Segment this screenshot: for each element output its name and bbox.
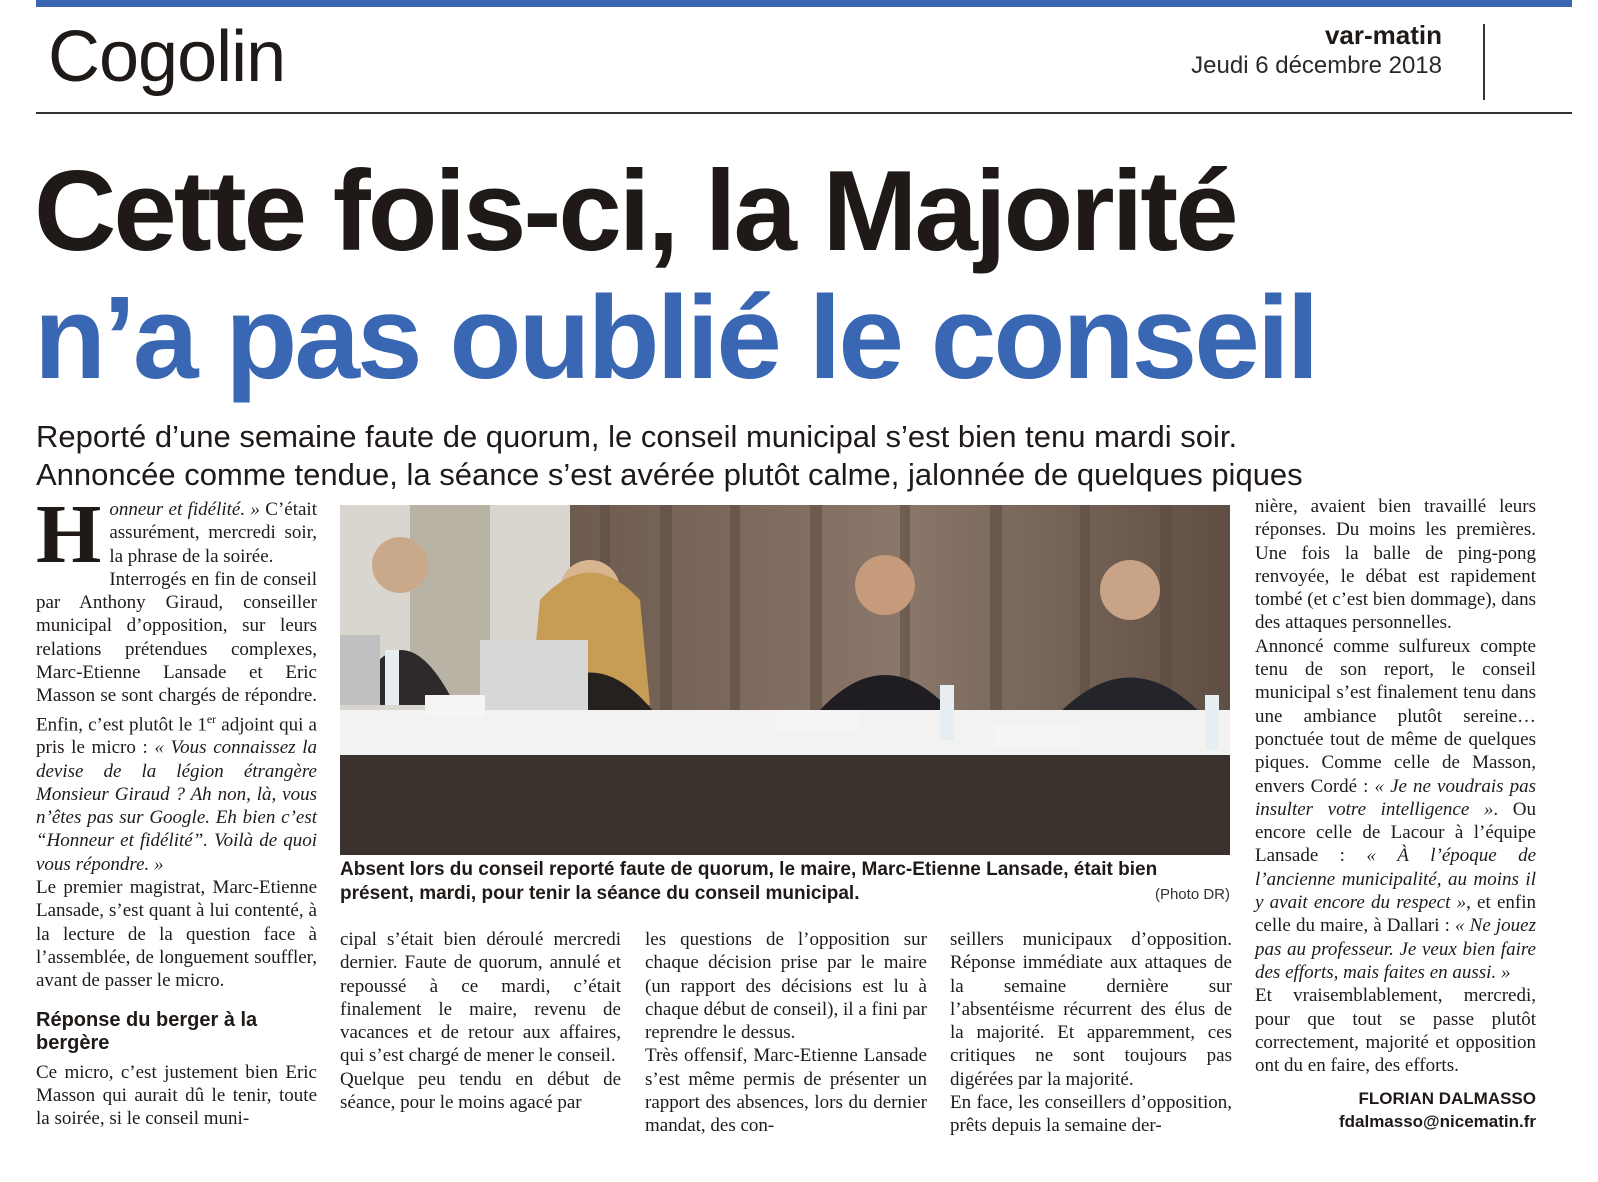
photo-credit: (Photo DR)	[1154, 886, 1230, 903]
paragraph-text: adjoint qui a pris le micro :	[36, 714, 317, 759]
paragraph: Et vraisemblablement, mercredi, pour que tout se passe plutôt correctement, majorité et opposition ont du en faire, des efforts.	[1255, 985, 1536, 1077]
superscript: er	[206, 711, 217, 726]
issue-date: Jeudi 6 décembre 2018	[1191, 52, 1442, 79]
quote-text: « Vous connaissez la devise de la légion étrangère Monsieur Giraud ? Ah non, là, vous n’êtes pas sur Google. Eh bien c’est “Honneur et fidélité”. Voilà de quoi vous répondre. »	[36, 737, 318, 875]
newspaper-name: var-matin	[1324, 20, 1442, 50]
paragraph: cipal s’était bien déroulé mercredi dernier. Faute de quorum, annulé et repoussé à ce mardi, c’était finalement le maire, revenu de vacances et de retour aux affaires, qui s’est chargé de mener le conseil.	[340, 929, 621, 1067]
drop-cap: H	[36, 488, 102, 581]
section-title: Cogolin	[48, 17, 286, 97]
photo-illustration	[340, 505, 1230, 855]
paragraph	[1255, 635, 1536, 984]
byline-author: FLORIAN DALMASSO	[1358, 1089, 1536, 1108]
paragraph: seillers municipaux d’opposition. Réponse immédiate aux attaques de la semaine dernière sur l’absentéisme récurrent des élus de la majorité. Et apparemment, ces critiques ne sont toujours pas digérées par la majorité.	[950, 929, 1232, 1090]
article-column-3	[645, 928, 927, 1138]
article-column-1	[36, 488, 318, 1130]
paragraph-text: Annoncé comme sulfureux compte tenu de son report, le conseil municipal s’est finalement tenu dans une ambiance plutôt sereine… ponctuée tout de même de quelques piques. Comme celle de Masson, envers Cordé :	[1255, 635, 1536, 797]
article-column-2	[340, 928, 621, 1114]
paragraph-text: Interrogés en fin de conseil par Anthony Giraud, conseiller municipal d’opposition, sur leurs relations prétendues complexes, Marc-Etienne Lansade et Eric Masson se sont chargés de répondre. Enfin, c’est plutôt le 1	[36, 568, 317, 735]
masthead	[1191, 20, 1442, 82]
headline-line-1: Cette fois-ci, la Majorité	[34, 148, 1236, 275]
quote-text: « Je ne voudrais pas insulter votre intelligence »	[1255, 775, 1536, 820]
paragraph: Ce micro, c’est justement bien Eric Masson qui aurait dû le tenir, toute la soirée, si le conseil muni-	[36, 1061, 317, 1130]
quote-text: « À l’époque de l’ancienne municipalité, au moins il y avait encore du respect »	[1255, 845, 1536, 914]
paragraph-text: , et enfin celle du maire, à Dallari :	[1255, 892, 1536, 937]
top-color-bar	[36, 0, 1572, 7]
article-column-4	[950, 928, 1232, 1138]
paragraph	[36, 568, 317, 876]
headline-line-2: n’a pas oublié le conseil	[34, 272, 1317, 404]
paragraph-text: . Ou encore celle de Lacour à l’équipe Lansade :	[1255, 798, 1536, 867]
paragraph: Quelque peu tendu en début de séance, pour le moins agacé par	[340, 1068, 621, 1114]
paragraph: Très offensif, Marc-Etienne Lansade s’est même permis de présenter un rapport des absences, lors du dernier mandat, des con-	[645, 1045, 927, 1137]
photo-caption: Absent lors du conseil reporté faute de quorum, le maire, Marc-Etienne Lansade, était bien présent, mardi, pour tenir la séance du conseil municipal.	[340, 859, 1158, 904]
paragraph: Le premier magistrat, Marc-Etienne Lansade, s’est quant à lui contenté, à la lecture de la question face à l’assemblée, de longuement souffler, avant de passer le micro.	[36, 877, 317, 992]
header-rule	[36, 112, 1572, 114]
paragraph: les questions de l’opposition sur chaque décision prise par le maire (un rapport des décisions est lu à chaque début de conseil), il a fini par reprendre le dessus.	[645, 929, 927, 1044]
quote-text: « Ne jouez pas au professeur. Je veux bien faire des efforts, mais faites en aussi. »	[1255, 915, 1536, 983]
masthead-divider	[1483, 24, 1485, 100]
standfirst	[36, 418, 1566, 494]
subheading: Réponse du berger à la bergère	[36, 1008, 258, 1054]
quote-text: onneur et fidélité. »	[109, 499, 260, 520]
standfirst-line-1: Reporté d’une semaine faute de quorum, le conseil municipal s’est bien tenu mardi soir.	[36, 419, 1238, 454]
headline	[34, 150, 1316, 402]
paragraph	[36, 488, 317, 581]
article-column-5	[1255, 495, 1536, 1077]
paragraph-text: C’était assurément, mercredi soir, la phrase de la soirée.	[109, 499, 317, 567]
council-photo	[340, 505, 1230, 855]
byline-email[interactable]: fdalmasso@nicematin.fr	[1338, 1112, 1536, 1131]
paragraph: nière, avaient bien travaillé leurs réponses. Du moins les premières. Une fois la balle de ping-pong renvoyée, le débat est rapidement tombé (et c’est bien dommage), dans des attaques personnelles.	[1255, 496, 1536, 634]
standfirst-line-2: Annoncée comme tendue, la séance s’est avérée plutôt calme, jalonnée de quelques piques	[36, 457, 1303, 492]
paragraph: En face, les conseillers d’opposition, prêts depuis la semaine der-	[950, 1092, 1232, 1137]
